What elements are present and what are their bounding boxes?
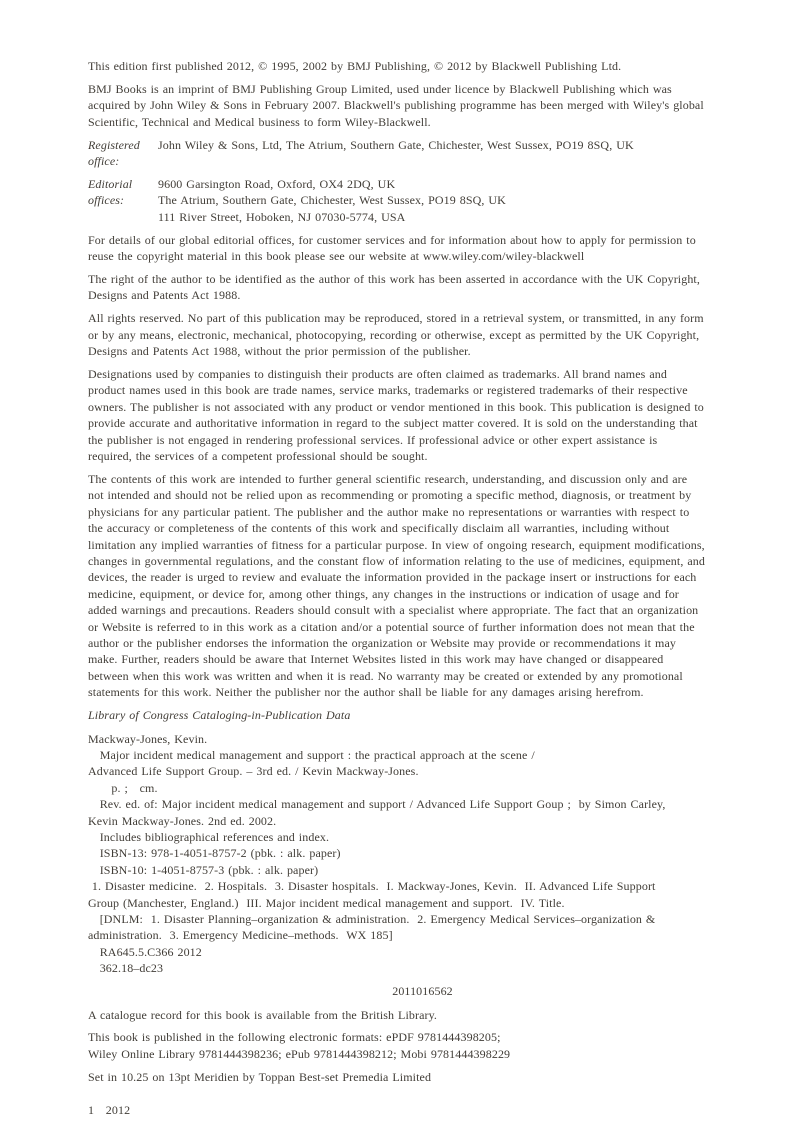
edition-notice: This edition first published 2012, © 1995, 2002 by BMJ Publishing, © 2012 by Blackwell Publishing Ltd.	[88, 59, 622, 73]
content-disclaimer-notice: The contents of this work are intended to further general scientific research, understanding, and discussion only and are not intended and should not be relied upon as recommending or promoting a specific method, diagnosis, or treatment by physicians for any particular patient. The publisher and the author make no representations or warranties with respect to the accuracy or completeness of the contents of this work and specifically disclaim all warranties, including without limitation any implied warranties of fitness for a particular purpose. In view of ongoing research, equipment modifications, changes in governmental regulations, and the constant flow of information relating to the use of medicines, equipment, and devices, the reader is urged to review and evaluate the information provided in the package insert or instructions for each medicine, equipment, or device for, among other things, any changes in the instructions or indication of usage and for added warnings and precautions. Readers should consult with a specialist where appropriate. The fact that an organization or Website is referred to in this work as a citation and/or a potential source of further information does not mean that the author or the publisher endorses the information the organization or Website may provide or recommendations it may make. Further, readers should be aware that Internet Websites listed in this work may have changed or disappeared between when this work was written and when it is read. No warranty may be created or extended by any promotional statements for this work. Neither the publisher nor the author shall be liable for any damages arising herefrom.	[88, 471, 705, 700]
all-rights-reserved-notice: All rights reserved. No part of this publication may be reproduced, stored in a retrieval system, or transmitted, in any form or by any means, electronic, mechanical, photocopying, recording or otherwise, except as permitted by the UK Copyright, Designs and Patents Act 1988, without the prior permission of the publisher.	[88, 311, 704, 359]
cip-line: administration. 3. Emergency Medicine–methods. WX 185]	[88, 928, 393, 943]
british-library-notice: A catalogue record for this book is available from the British Library.	[88, 1007, 438, 1022]
cip-line: Advanced Life Support Group. – 3rd ed. / Kevin Mackway-Jones.	[88, 764, 419, 779]
electronic-formats-line: Wiley Online Library 9781444398236; ePub 9781444398212; Mobi 9781444398229	[88, 1046, 511, 1061]
cip-heading: Library of Congress Cataloging-in-Publication Data	[88, 708, 351, 723]
editorial-offices	[88, 176, 705, 225]
trademarks-notice: Designations used by companies to distinguish their products are often claimed as trademarks. All brand names and product names used in this book are trade names, service marks, trademarks or registered trademarks of their respective owners. The publisher is not associated with any product or vendor mentioned in this book. This publication is designed to provide accurate and authoritative information in regard to the subject matter covered. It is sold on the understanding that the publisher is not engaged in rendering professional services. If professional advice or other expert assistance is required, the services of a competent professional should be sought.	[88, 367, 704, 464]
typesetting-notice: Set in 10.25 on 13pt Meridien by Toppan Best-set Premedia Limited	[88, 1069, 432, 1084]
cip-line: [DNLM: 1. Disaster Planning–organization & administration. 2. Emergency Medical Services–organization &	[88, 912, 656, 926]
imprint-notice: BMJ Books is an imprint of BMJ Publishing Group Limited, used under licence by Blackwell Publishing which was acquired by John Wiley & Sons in February 2007. Blackwell's publishing programme has been merged with Wiley's global Scientific, Technical and Medical business to form Wiley-Blackwell.	[88, 81, 704, 129]
cip-line: Includes bibliographical references and index.	[88, 829, 330, 844]
cip-line: Mackway-Jones, Kevin.	[88, 731, 208, 746]
registered-office-label: Registered office:	[88, 137, 140, 169]
editorial-office-address: 111 River Street, Hoboken, NJ 07030-5774, USA	[158, 209, 406, 224]
author-rights-notice: The right of the author to be identified as the author of this work has been asserted in accordance with the UK Copyright, Designs and Patents Act 1988.	[88, 271, 700, 303]
registered-office-address: John Wiley & Sons, Ltd, The Atrium, Southern Gate, Chichester, West Sussex, PO19 8SQ, UK	[158, 137, 634, 152]
cip-line: ISBN-13: 978-1-4051-8757-2 (pbk. : alk. paper)	[88, 846, 341, 861]
cip-line: Rev. ed. of: Major incident medical management and support / Advanced Life Support Goup ; by Simon Carley,	[88, 797, 666, 812]
cip-line: Group (Manchester, England.) III. Major incident medical management and support. IV. Title.	[88, 895, 565, 910]
cip-line: p. ; cm.	[88, 780, 158, 795]
printing-line: 1 2012	[88, 1103, 131, 1118]
electronic-formats-line: This book is published in the following electronic formats: ePDF 9781444398205;	[88, 1030, 501, 1045]
cip-line: RA645.5.C366 2012	[88, 944, 202, 959]
permissions-notice: For details of our global editorial offices, for customer services and for information about how to apply for permission to reuse the copyright material in this book please see our website at www.wiley.com/wiley-blackwell	[88, 232, 696, 264]
cip-line: ISBN-10: 1-4051-8757-3 (pbk. : alk. paper)	[88, 862, 319, 877]
editorial-offices-label: Editorial offices:	[88, 176, 133, 208]
cip-data-block	[88, 731, 705, 1000]
lc-control-number: 2011016562	[392, 984, 453, 999]
cip-line: 1. Disaster medicine. 2. Hospitals. 3. Disaster hospitals. I. Mackway-Jones, Kevin. II. Advanced Life Support	[88, 879, 656, 894]
cip-line: 362.18–dc23	[88, 961, 164, 976]
editorial-offices-addresses	[158, 176, 705, 225]
electronic-formats-notice	[88, 1029, 705, 1062]
editorial-office-address: 9600 Garsington Road, Oxford, OX4 2DQ, UK	[158, 176, 396, 191]
cip-line: Major incident medical management and support : the practical approach at the scene /	[88, 747, 535, 762]
editorial-office-address: The Atrium, Southern Gate, Chichester, West Sussex, PO19 8SQ, UK	[158, 193, 506, 208]
registered-office	[88, 137, 705, 170]
cip-line: Kevin Mackway-Jones. 2nd ed. 2002.	[88, 813, 277, 828]
